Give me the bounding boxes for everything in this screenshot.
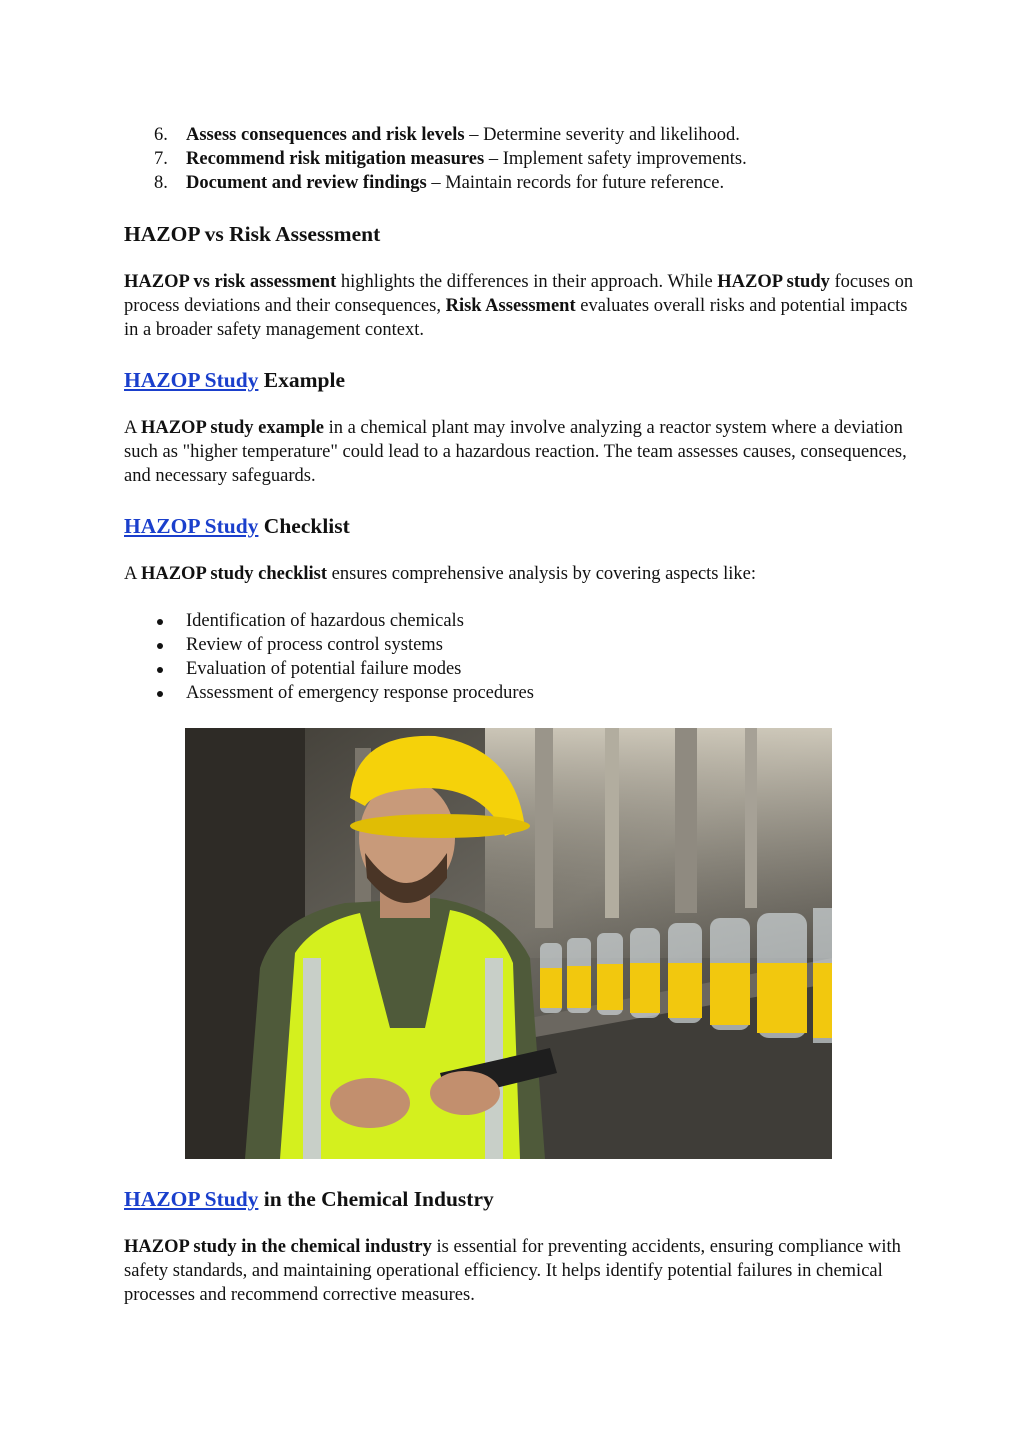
- bold-text: Risk Assessment: [445, 296, 576, 316]
- steps-list: [124, 123, 924, 195]
- checklist-items: [124, 609, 534, 705]
- heading-chemical-industry: [124, 1185, 494, 1213]
- heading-text: Checklist: [258, 514, 350, 538]
- item-text: Review of process control systems: [186, 635, 443, 655]
- bullet-icon: [157, 691, 163, 697]
- heading-example: [124, 366, 345, 394]
- bullet-icon: [157, 643, 163, 649]
- text: highlights the differences in their approach. While: [336, 272, 718, 292]
- paragraph-hazop-vs-risk: [124, 270, 914, 342]
- step-text: – Determine severity and likelihood.: [464, 125, 740, 145]
- list-item: [124, 123, 924, 147]
- list-item: [124, 681, 534, 705]
- text: A: [124, 564, 141, 584]
- heading-text: Example: [258, 368, 346, 392]
- paragraph-example: [124, 416, 914, 488]
- step-title: Assess consequences and risk levels: [186, 125, 465, 145]
- bold-text: HAZOP study example: [140, 418, 324, 438]
- text: A: [124, 418, 141, 438]
- bullet-icon: [157, 667, 163, 673]
- paragraph-chemical-industry: [124, 1235, 914, 1307]
- paragraph-checklist: [124, 562, 914, 586]
- bold-text: HAZOP vs risk assessment: [124, 272, 337, 292]
- list-number: 7.: [154, 149, 168, 169]
- step-title: Recommend risk mitigation measures: [186, 149, 485, 169]
- text: evaluates overall risks and potential impacts in a broader safety management context.: [124, 296, 908, 340]
- text: in a chemical plant may involve analyzing a reactor system where a deviation such as "higher temperature" could lead to a hazardous reaction. The team assesses causes, consequences, and necessary safeguards.: [124, 418, 907, 486]
- text: focuses on process deviations and their consequences,: [124, 272, 914, 316]
- hazop-study-link[interactable]: HAZOP Study: [124, 514, 259, 538]
- list-item: [124, 171, 924, 195]
- item-text: Assessment of emergency response procedures: [186, 683, 534, 703]
- bold-text: HAZOP study: [717, 272, 830, 292]
- item-text: Evaluation of potential failure modes: [186, 659, 462, 679]
- worker-photo: [185, 728, 832, 1159]
- hazop-study-link[interactable]: HAZOP Study: [124, 368, 259, 392]
- list-item: [124, 633, 534, 657]
- list-number: 6.: [154, 125, 168, 145]
- step-text: – Implement safety improvements.: [484, 149, 747, 169]
- text: is essential for preventing accidents, ensuring compliance with safety standards, and maintaining operational efficiency. It helps identify potential failures in chemical processes and recommend corrective measures.: [124, 1237, 901, 1305]
- list-item: [124, 609, 534, 633]
- heading-hazop-vs-risk: HAZOP vs Risk Assessment: [124, 222, 381, 246]
- list-item: [124, 147, 924, 171]
- heading-checklist: [124, 512, 350, 540]
- step-text: – Maintain records for future reference.: [426, 173, 725, 193]
- bold-text: HAZOP study checklist: [140, 564, 328, 584]
- list-item: [124, 657, 534, 681]
- hazop-study-link[interactable]: HAZOP Study: [124, 1187, 259, 1211]
- text: ensures comprehensive analysis by covering aspects like:: [327, 564, 756, 584]
- step-title: Document and review findings: [186, 173, 427, 193]
- bold-text: HAZOP study in the chemical industry: [124, 1237, 432, 1257]
- bullet-icon: [157, 619, 163, 625]
- list-number: 8.: [154, 173, 168, 193]
- heading-text: in the Chemical Industry: [258, 1187, 494, 1211]
- item-text: Identification of hazardous chemicals: [186, 611, 464, 631]
